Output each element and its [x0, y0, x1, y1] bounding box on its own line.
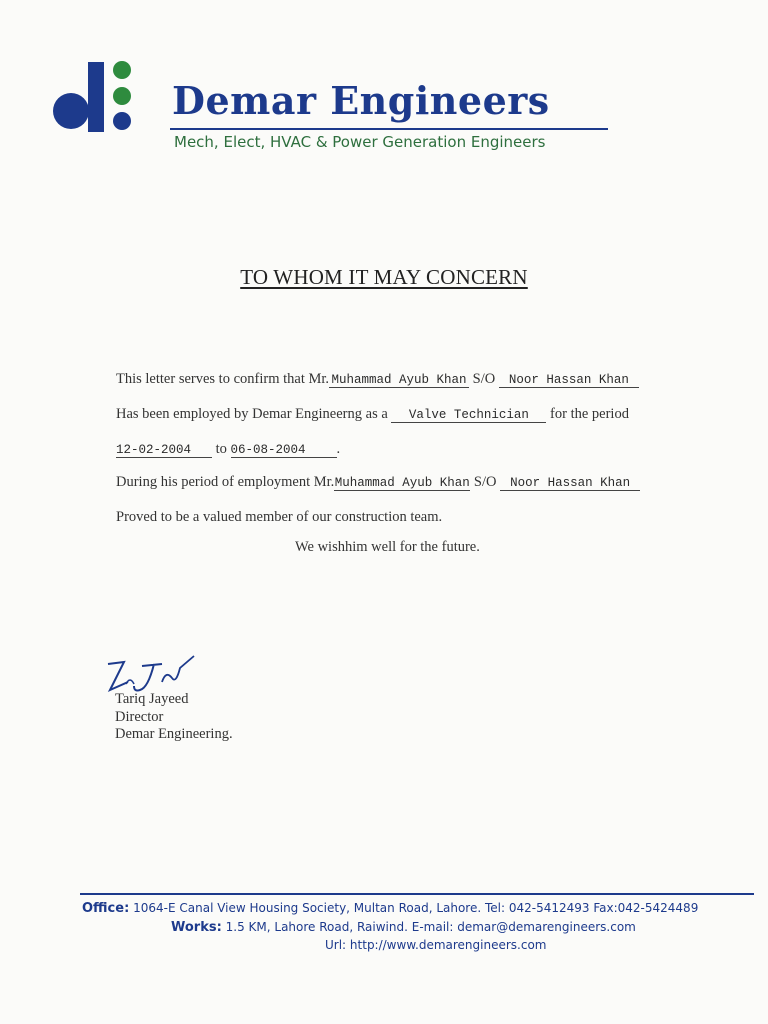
office-label: Office: [82, 901, 130, 916]
line2-prefix: Has been employed by Demar Engineerng as a [116, 406, 388, 422]
company-name: Demar Engineers [172, 78, 550, 123]
line1-prefix: This letter serves to confirm that Mr. [116, 371, 330, 387]
footer-office [82, 901, 698, 916]
body-line-3: 12-02-2004 to 06-08-2004 . [116, 441, 341, 457]
body-line-5: Proved to be a valued member of our construction team. [116, 509, 443, 525]
office-text: 1064-E Canal View Housing Society, Multan Road, Lahore. Tel: 042-5412493 Fax:042-5424489 [133, 901, 699, 915]
signatory-organization: Demar Engineering. [115, 726, 233, 742]
position-field: Valve Technician [391, 408, 546, 423]
url-text[interactable]: http://www.demarengineers.com [349, 938, 547, 952]
employee-name-field: Muhammad Ayub Khan [329, 373, 469, 388]
company-logo [52, 56, 144, 134]
father-name-field-2: Noor Hassan Khan [500, 476, 640, 491]
body-line-1 [116, 371, 639, 388]
footer-works [171, 920, 636, 935]
signatory-name: Tariq Jayeed [115, 691, 189, 707]
end-date-field: 06-08-2004 [231, 443, 337, 458]
company-tagline: Mech, Elect, HVAC & Power Generation Engineers [174, 133, 546, 151]
letter-title: TO WHOM IT MAY CONCERN [240, 265, 528, 289]
footer-rule [80, 893, 754, 895]
body-line-6: We wishhim well for the future. [295, 539, 480, 555]
employee-name-field-2: Muhammad Ayub Khan [334, 476, 470, 490]
body-line-4 [116, 474, 640, 491]
body-line-2 [116, 406, 629, 423]
so-label-2: S/O [473, 474, 497, 490]
footer-url [325, 938, 547, 952]
works-text: 1.5 KM, Lahore Road, Raiwind. E-mail: demar@demarengineers.com [225, 920, 636, 934]
line2-suffix: for the period [550, 406, 629, 422]
start-date-field: 12-02-2004 [116, 443, 212, 458]
so-label: S/O [472, 371, 496, 387]
to-label: to [215, 441, 227, 457]
works-label: Works: [171, 920, 222, 935]
line4-prefix: During his period of employment Mr. [116, 474, 335, 490]
father-name-field: Noor Hassan Khan [499, 373, 639, 388]
url-label: Url: [325, 938, 347, 952]
letterhead-rule [170, 128, 608, 130]
signatory-designation: Director [115, 709, 164, 725]
